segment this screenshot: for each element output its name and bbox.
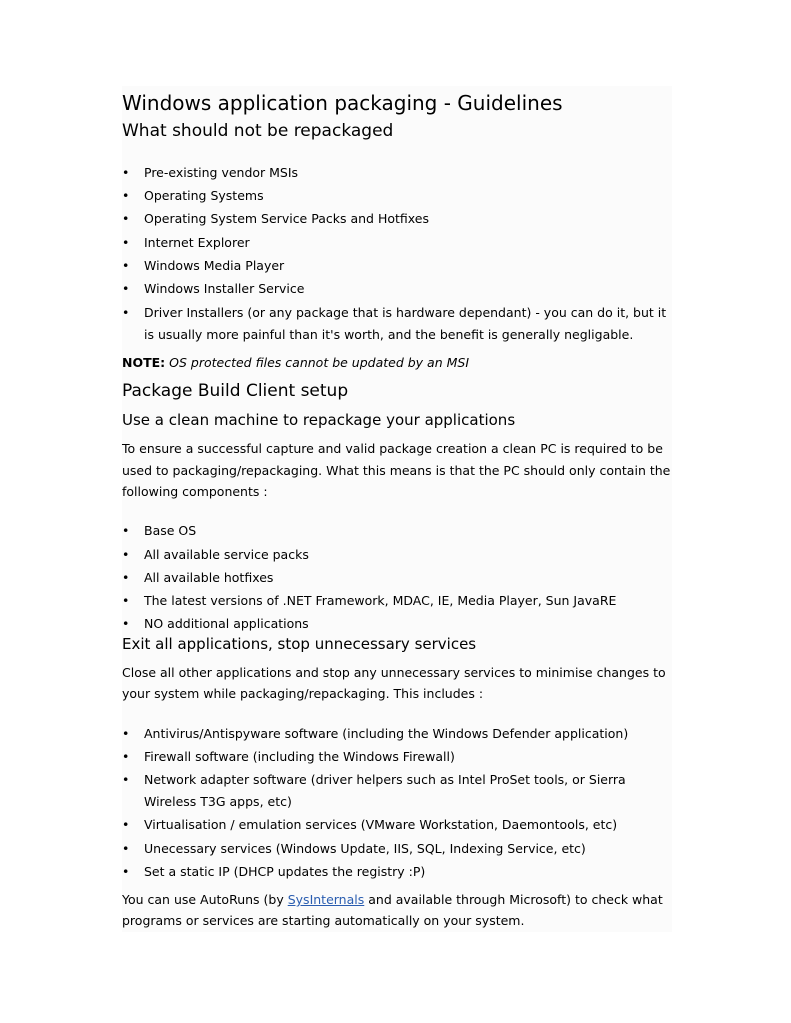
- bullet-icon: •: [122, 547, 130, 562]
- subheading-clean-machine: Use a clean machine to repackage your applications: [122, 411, 516, 429]
- section-heading-build-client: Package Build Client setup: [122, 381, 349, 401]
- bullet-icon: •: [122, 165, 130, 180]
- sysinternals-link[interactable]: SysInternals: [287, 892, 365, 907]
- paragraph-line: your system while packaging/repackaging. This includes :: [122, 686, 484, 701]
- paragraph-line: used to packaging/repackaging. What this means is that the PC should only contain the: [122, 463, 671, 478]
- subheading-exit-applications: Exit all applications, stop unnecessary services: [122, 635, 477, 653]
- paragraph-line: following components :: [122, 484, 268, 499]
- paragraph-line: You can use AutoRuns (by SysInternals and available through Microsoft) to check what: [122, 892, 663, 907]
- document-title: Windows application packaging - Guidelines: [122, 91, 563, 115]
- bullet-icon: •: [122, 188, 130, 203]
- section-heading-not-repackaged: What should not be repackaged: [122, 121, 394, 141]
- note-text: OS protected files cannot be updated by an MSI: [169, 355, 470, 370]
- bullet-icon: •: [122, 817, 130, 832]
- bullet-icon: •: [122, 772, 130, 787]
- bullet-icon: •: [122, 749, 130, 764]
- paragraph-line: programs or services are starting automatically on your system.: [122, 913, 525, 928]
- bullet-icon: •: [122, 616, 130, 631]
- paragraph-line: To ensure a successful capture and valid package creation a clean PC is required to be: [122, 441, 663, 456]
- bullet-icon: •: [122, 523, 130, 538]
- note-label: NOTE:: [122, 355, 166, 370]
- bullet-icon: •: [122, 235, 130, 250]
- bullet-icon: •: [122, 593, 130, 608]
- bullet-icon: •: [122, 841, 130, 856]
- bullet-icon: •: [122, 258, 130, 273]
- bullet-icon: •: [122, 281, 130, 296]
- bullet-icon: •: [122, 305, 130, 320]
- paragraph-line: Close all other applications and stop any unnecessary services to minimise changes to: [122, 665, 666, 680]
- note: [122, 355, 469, 371]
- bullet-icon: •: [122, 726, 130, 741]
- bullet-icon: •: [122, 864, 130, 879]
- bullet-icon: •: [122, 211, 130, 226]
- bullet-icon: •: [122, 570, 130, 585]
